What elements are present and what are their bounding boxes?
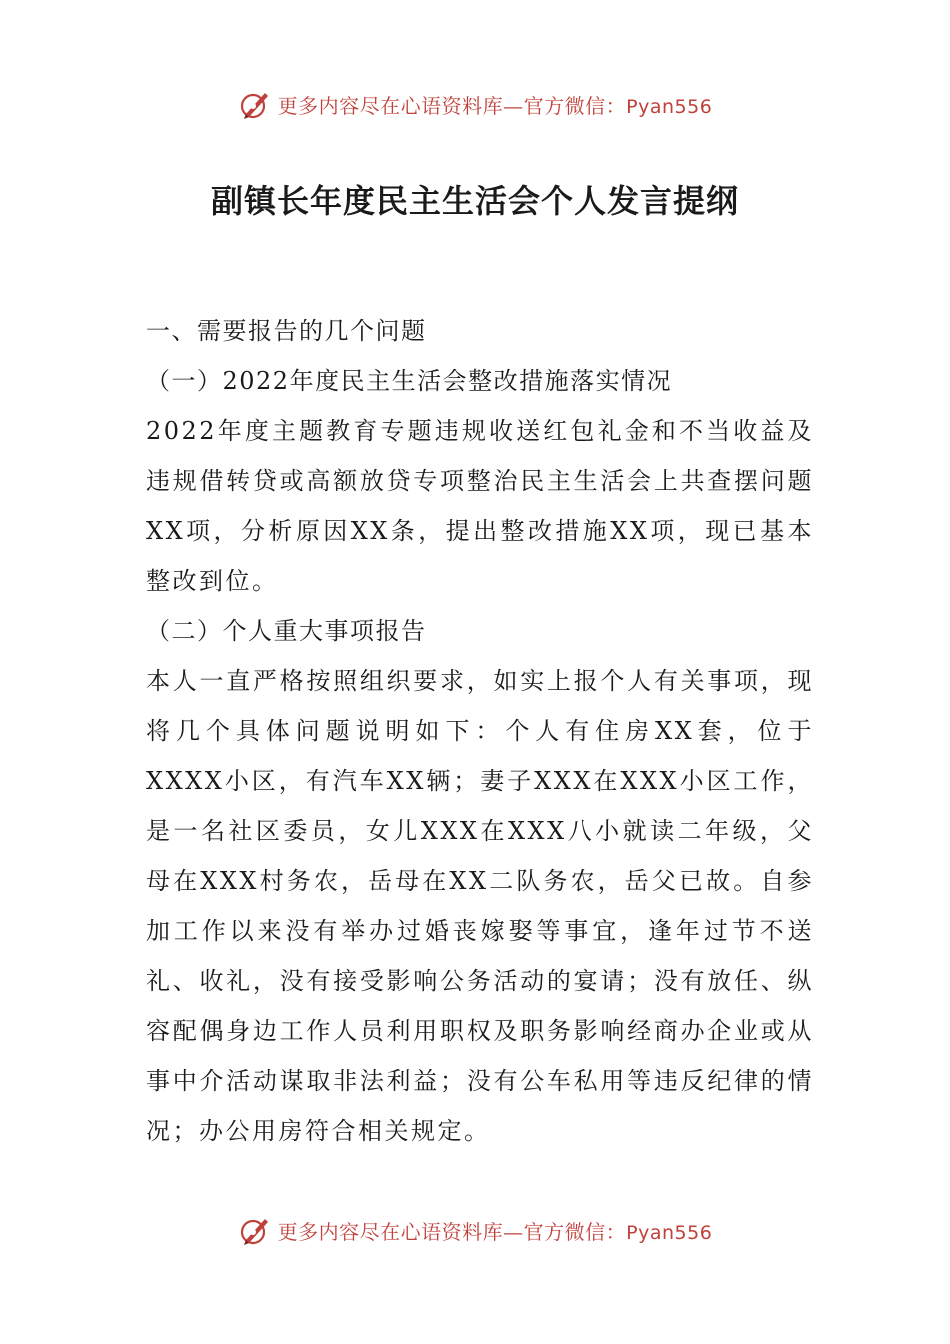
document-title: 副镇长年度民主生活会个人发言提纲 [210, 182, 739, 220]
watermark-text: 更多内容尽在心语资料库—官方微信：Pyan556 [277, 1219, 713, 1244]
pen-logo-icon [238, 1213, 272, 1247]
header-watermark-banner [0, 84, 950, 124]
paragraph-rectification: 2022年度主题教育专题违规收送红包礼金和不当收益及违规借转贷或高额放贷专项整治民主生活会上共查摆问题XX项，分析原因XX条，提出整改措施XX项，现已基本整改到位。 [146, 417, 814, 595]
pen-logo-icon [238, 87, 272, 121]
wechat-id: Pyan556 [626, 95, 713, 118]
subsection-heading-1: （一）2022年度民主生活会整改措施落实情况 [146, 367, 673, 395]
paragraph-personal-matters: 本人一直严格按照组织要求，如实上报个人有关事项，现将几个具体问题说明如下：个人有住房XX套，位于XXXX小区，有汽车XX辆；妻子XXX在XXX小区工作，是一名社区委员，女儿XXX在XXX八小就读二年级，父母在XXX村务农，岳母在XX二队务农，岳父已故。自参加工作以来没有举办过婚丧嫁娶等事宜，逢年过节不送礼、收礼，没有接受影响公务活动的宴请；没有放任、纵容配偶身边工作人员利用职权及职务影响经商办企业或从事中介活动谋取非法利益；没有公车私用等违反纪律的情况；办公用房符合相关规定。 [146, 667, 814, 1145]
section-heading-1: 一、需要报告的几个问题 [146, 317, 427, 345]
footer-watermark-banner [0, 1210, 950, 1250]
document-body [146, 306, 814, 1156]
watermark-text: 更多内容尽在心语资料库—官方微信：Pyan556 [277, 93, 713, 118]
subsection-heading-2: （二）个人重大事项报告 [146, 617, 427, 645]
wechat-id: Pyan556 [626, 1221, 713, 1244]
